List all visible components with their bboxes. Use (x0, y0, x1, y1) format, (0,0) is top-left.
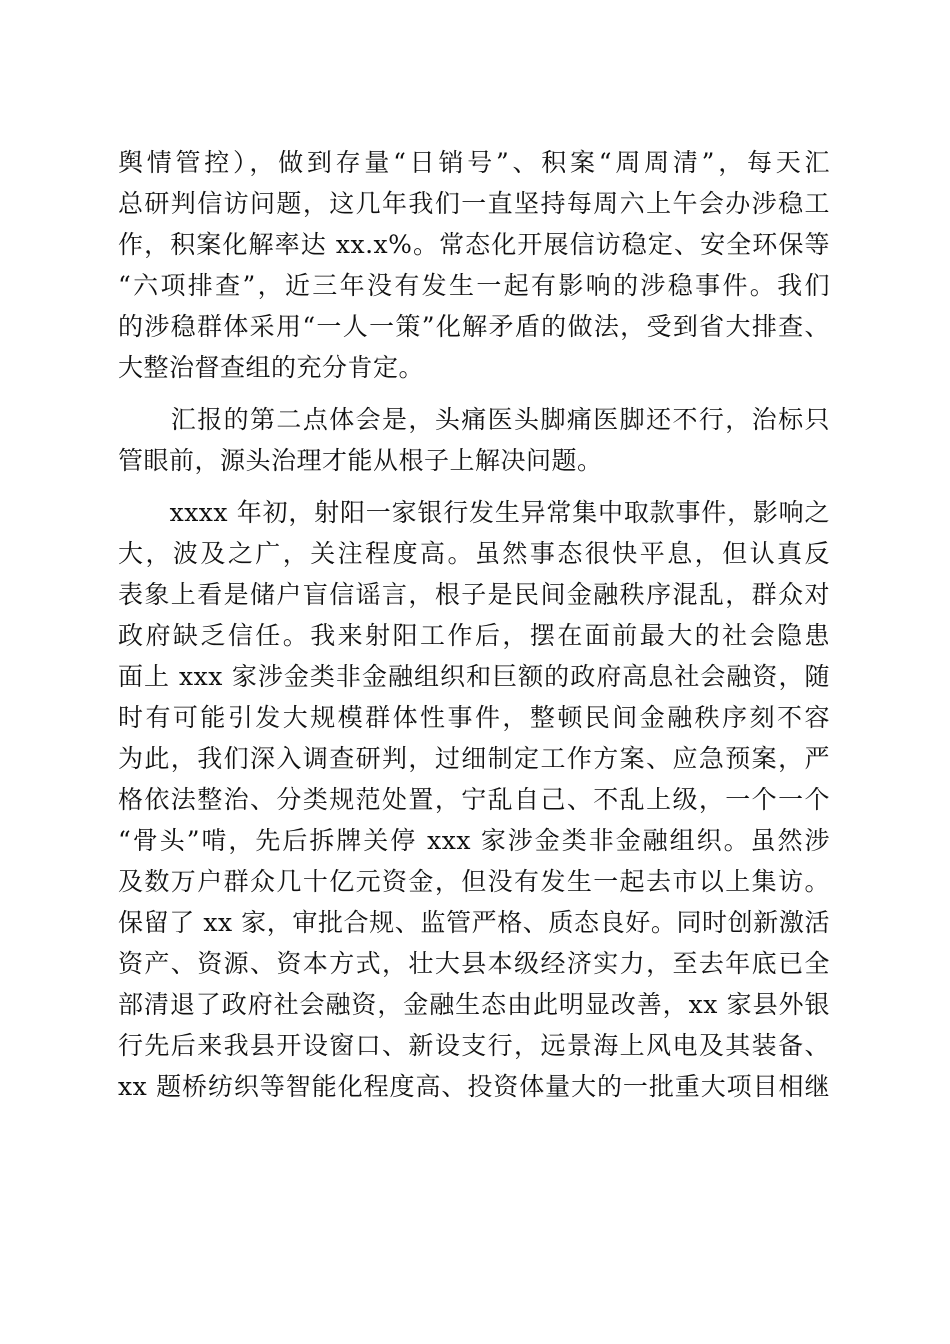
text-line: 作，积案化解率达 xx.x%。常态化开展信访稳定、安全环保等 (118, 230, 830, 259)
text-line: 部清退了政府社会融资，金融生态由此明显改善，xx 家县外银 (118, 990, 830, 1019)
text-line: 资产、资源、资本方式，壮大县本级经济实力，至去年底已全 (118, 949, 830, 978)
text-line: xxxx 年初，射阳一家银行发生异常集中取款事件，影响之 (118, 498, 830, 527)
paragraph-2 (118, 399, 830, 481)
paragraph-3 (118, 492, 830, 1107)
text-line: 大，波及之广，关注程度高。虽然事态很快平息，但认真反 (118, 539, 830, 568)
document-body (118, 142, 830, 1107)
text-line: 汇报的第二点体会是，头痛医头脚痛医脚还不行，治标只 (170, 405, 830, 434)
text-line: 面上 xxx 家涉金类非金融组织和巨额的政府高息社会融资，随 (118, 662, 830, 691)
paragraph-1 (118, 142, 830, 388)
text-line: 舆情管控），做到存量“日销号”、积案“周周清”，每天汇 (118, 148, 830, 177)
paragraph-spacer (118, 388, 830, 399)
text-line: 管眼前，源头治理才能从根子上解决问题。 (118, 446, 603, 475)
text-line: 政府缺乏信任。我来射阳工作后，摆在面前最大的社会隐患 (118, 621, 830, 650)
text-line: 的涉稳群体采用“一人一策”化解矛盾的做法，受到省大排查、 (118, 312, 830, 341)
text-line: 保留了 xx 家，审批合规、监管严格、质态良好。同时创新激活 (118, 908, 830, 937)
text-line: “六项排查”，近三年没有发生一起有影响的涉稳事件。我们 (118, 271, 830, 300)
text-line: 总研判信访问题，这几年我们一直坚持每周六上午会办涉稳工 (118, 189, 830, 218)
text-line: xx 题桥纺织等智能化程度高、投资体量大的一批重大项目相继 (118, 1072, 830, 1101)
text-line: 格依法整治、分类规范处置，宁乱自己、不乱上级，一个一个 (118, 785, 830, 814)
text-line: 及数万户群众几十亿元资金，但没有发生一起去市以上集访。 (118, 867, 830, 896)
paragraph-spacer (118, 481, 830, 492)
text-line: 表象上看是储户盲信谣言，根子是民间金融秩序混乱，群众对 (118, 580, 830, 609)
text-line: 大整治督查组的充分肯定。 (118, 353, 425, 382)
text-line: 时有可能引发大规模群体性事件，整顿民间金融秩序刻不容 (118, 703, 830, 732)
text-line: 行先后来我县开设窗口、新设支行，远景海上风电及其装备、 (118, 1031, 830, 1060)
text-line: “骨头”啃，先后拆牌关停 xxx 家涉金类非金融组织。虽然涉 (118, 826, 830, 855)
text-line: 为此，我们深入调查研判，过细制定工作方案、应急预案，严 (118, 744, 830, 773)
